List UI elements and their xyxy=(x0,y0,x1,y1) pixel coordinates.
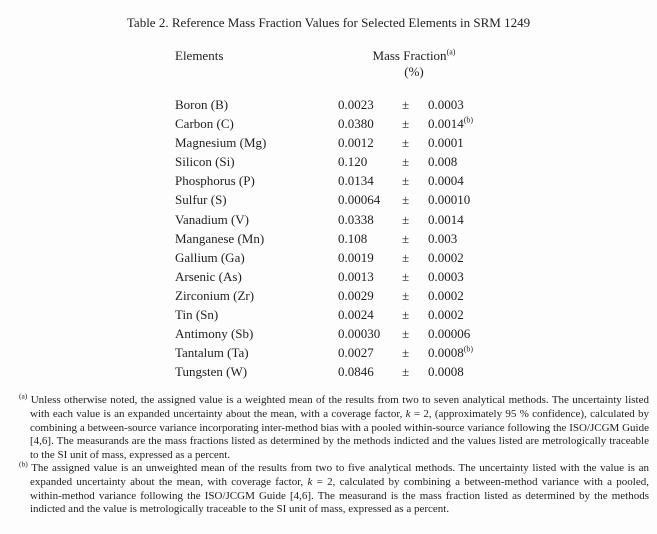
element-name: Tantalum (Ta) xyxy=(175,345,249,361)
footnote-italic-segment: k xyxy=(405,408,411,420)
mass-fraction-value: 0.0024 xyxy=(338,307,374,323)
mass-fraction-table xyxy=(175,48,490,381)
table-row xyxy=(175,362,490,381)
element-name: Arsenic (As) xyxy=(175,268,242,284)
plus-minus-sign: ± xyxy=(402,364,410,380)
table-row xyxy=(175,95,490,114)
uncertainty-value: 0.0002 xyxy=(428,249,464,265)
mass-fraction-value: 0.108 xyxy=(338,230,368,246)
plus-minus-sign: ± xyxy=(402,97,410,112)
mass-fraction-value: 0.0029 xyxy=(338,287,374,303)
table-row xyxy=(175,152,490,171)
mass-fraction-value: 0.120 xyxy=(338,154,368,170)
footnote-text-segment: The assigned value is an unweighted mean of the results from two to five analytical methods. The uncertainty listed with the value is an expanded uncertainty about the mean, with coverage factor, xyxy=(30,462,649,488)
uncertainty-value: 0.0001 xyxy=(428,135,464,151)
uncertainty-value: 0.0002 xyxy=(428,307,464,323)
plus-minus-sign: ± xyxy=(402,211,410,227)
element-name: Antimony (Sb) xyxy=(175,326,254,342)
mass-fraction-value: 0.0338 xyxy=(338,211,374,227)
table-row xyxy=(175,133,490,152)
table-header xyxy=(175,48,490,80)
mass-fraction-value: 0.0023 xyxy=(338,97,374,112)
table-body xyxy=(175,95,490,381)
plus-minus-sign: ± xyxy=(402,249,410,265)
footnotes xyxy=(10,391,650,516)
plus-minus-sign: ± xyxy=(402,192,410,208)
element-name: Vanadium (V) xyxy=(175,211,250,227)
element-name: Manganese (Mn) xyxy=(175,230,265,246)
table-row xyxy=(175,343,490,362)
table-row xyxy=(175,248,490,267)
uncertainty-value: 0.008 xyxy=(428,154,458,170)
mass-fraction-label: Mass Fraction xyxy=(372,48,447,63)
uncertainty-footnote-ref: (b) xyxy=(463,344,474,354)
footnote-text-segment: = 2, (approximately 95 % confidence), calculated by combining a between-source variance incorporating inter-method bias with a pooled within-source variance following the ISO/JCGM Guide [4,6]. The measurands are the mass fractions listed as determined by the methods indicted and the values listed are metrologically traceable to the SI unit of mass, expressed as a percent. xyxy=(30,408,650,461)
mass-fraction-value: 0.0013 xyxy=(338,268,374,284)
footnote-text-segment: = 2, calculated by combining a between-method variance with a pooled, within-method variance following the ISO/JCGM Guide [4,6]. The measurand is the mass fraction listed as determined by the methods indicted and the value is metrologically traceable to the SI unit of mass, expressed as a percent. xyxy=(30,475,650,516)
element-name: Zirconium (Zr) xyxy=(175,287,255,303)
mass-fraction-value: 0.0380 xyxy=(338,116,374,132)
table-row xyxy=(175,210,490,229)
table-title: Table 2. Reference Mass Fraction Values for Selected Elements in SRM 1249 xyxy=(126,15,531,30)
unit-label: (%) xyxy=(404,64,424,79)
element-name: Tin (Sn) xyxy=(175,307,219,323)
table-row xyxy=(175,229,490,248)
footnote xyxy=(10,391,650,462)
uncertainty-footnote-ref: (b) xyxy=(463,115,474,125)
uncertainty-value: 0.0003 xyxy=(428,97,464,112)
table-row xyxy=(175,267,490,286)
table-row xyxy=(175,190,490,209)
element-name: Sulfur (S) xyxy=(175,192,227,208)
uncertainty-value: 0.003 xyxy=(428,230,458,246)
plus-minus-sign: ± xyxy=(402,230,410,246)
plus-minus-sign: ± xyxy=(402,135,410,151)
element-name: Boron (B) xyxy=(175,97,229,112)
mass-fraction-value: 0.0846 xyxy=(338,364,374,380)
table-row xyxy=(175,114,490,133)
element-name: Phosphorus (P) xyxy=(175,173,255,189)
uncertainty-value: 0.0004 xyxy=(428,173,464,189)
column-header-mass-fraction xyxy=(338,48,490,80)
footnote-italic-segment: k xyxy=(307,475,313,488)
element-name: Carbon (C) xyxy=(175,116,234,132)
uncertainty-value: 0.0014 xyxy=(428,211,464,227)
column-header-elements: Elements xyxy=(175,48,224,63)
mass-fraction-value: 0.0012 xyxy=(338,135,374,151)
plus-minus-sign: ± xyxy=(402,173,410,189)
plus-minus-sign: ± xyxy=(402,307,410,323)
plus-minus-sign: ± xyxy=(402,116,410,132)
table-row xyxy=(175,171,490,190)
uncertainty-value: 0.0014$^{(b)}$ xyxy=(428,115,474,132)
table-row xyxy=(175,286,490,305)
plus-minus-sign: ± xyxy=(402,345,410,361)
plus-minus-sign: ± xyxy=(402,287,410,303)
uncertainty-value: 0.0008 xyxy=(428,364,464,380)
mass-fraction-value: 0.0134 xyxy=(338,173,374,189)
plus-minus-sign: ± xyxy=(402,154,410,170)
footnote-marker: (b) xyxy=(19,459,28,469)
uncertainty-value: 0.0003 xyxy=(428,268,464,284)
table-row xyxy=(175,305,490,324)
mass-fraction-value: 0.0027 xyxy=(338,345,374,361)
element-name: Gallium (Ga) xyxy=(175,249,245,265)
element-name: Magnesium (Mg) xyxy=(175,135,267,151)
mass-fraction-footnote-ref: (a) xyxy=(446,47,456,57)
table-row xyxy=(175,324,490,343)
plus-minus-sign: ± xyxy=(402,268,410,284)
mass-fraction-value: 0.0019 xyxy=(338,249,374,265)
plus-minus-sign: ± xyxy=(402,326,410,342)
element-name: Tungsten (W) xyxy=(175,364,248,380)
mass-fraction-value: 0.00064 xyxy=(338,192,381,208)
mass-fraction-value: 0.00030 xyxy=(338,326,381,342)
footnote-marker: (a) xyxy=(19,391,28,401)
footnote-text-segment: Unless otherwise noted, the assigned value is a weighted mean of the results from two to seven analytical methods. The uncertainty listed with each value is an expanded uncertainty about the mean, with a coverage factor, xyxy=(30,394,649,420)
uncertainty-value: 0.00010 xyxy=(428,192,471,208)
element-name: Silicon (Si) xyxy=(175,154,235,170)
uncertainty-value: 0.0008$^{(b)}$ xyxy=(428,344,474,361)
uncertainty-value: 0.00006 xyxy=(428,326,471,342)
footnote xyxy=(10,459,650,516)
uncertainty-value: 0.0002 xyxy=(428,287,464,303)
